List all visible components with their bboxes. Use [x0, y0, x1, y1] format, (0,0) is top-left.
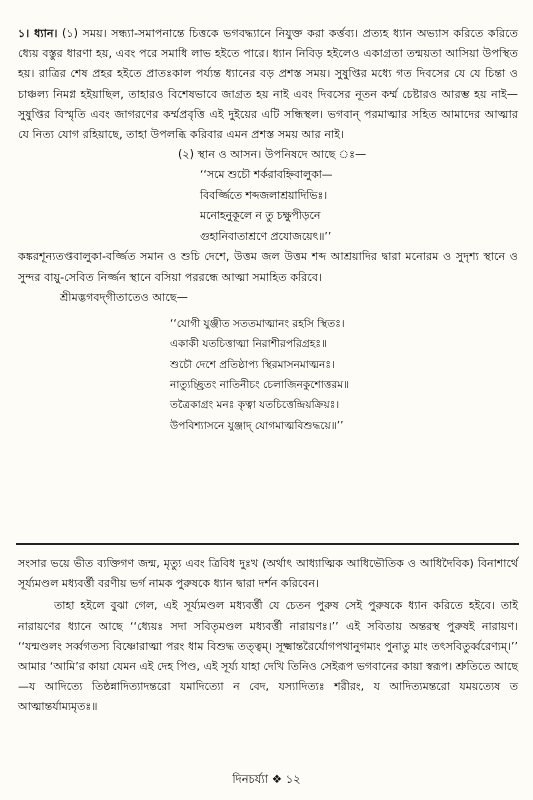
verse-line: গুহানিবাতাশ্রণে প্রযোজয়েৎ॥’’ [200, 229, 332, 243]
verse-line: উপবিশ্যাসনে যুঞ্জাদ্ যোগমাত্মবিশুদ্ধয়ে॥’’ [170, 419, 344, 432]
book-title: দিনচর্য্যা [232, 772, 269, 786]
place-and-seat-heading: (২) স্থান ও আসন। উপনিষদে আছে ঃ— [178, 148, 367, 162]
verse-line: তত্রৈকাগ্রং মনঃ কৃত্বা যতচিত্তেন্দ্রিয়ক্রিয়ঃ। [170, 399, 340, 412]
meditation-time-paragraph [18, 24, 518, 145]
upper-section [18, 24, 518, 436]
gita-intro: শ্রীমদ্ভগবদ্‌গীতাতেও আছে— [60, 290, 188, 304]
gita-verse [170, 314, 518, 436]
lower-section [18, 554, 518, 718]
verse-line: নাত্যুচ্ছ্রিতং নাতিনীচং চেলাজিনকুশোত্তরম॥ [170, 378, 350, 391]
page-number: ১২ [285, 772, 301, 786]
upanishad-verse [200, 165, 518, 247]
sun-meditation-paragraph: সংসার ভয়ে ভীত ব্যক্তিগণ জন্ম, মৃত্যু এবং ত্রিবিধ দুঃখ (অর্থাৎ আধ্যাত্মিক আধিভৌতিক ও আধিদৈবিক) বিনাশার্থে সূর্য্যমণ্ডল মধ্যবর্ত্তী বরণীয় ভর্গ নামক পুরুষকে ধ্যান দ্বারা দর্শন করিবেন। [18, 557, 518, 591]
verse-line: ‘‘সমে শুচৌ শর্করাবহ্নিবালুকা— [200, 168, 333, 182]
verse-line: শুচৌ দেশে প্রতিষ্ঠাপ্য স্থিরমাসনমাত্মনঃ। [170, 358, 335, 371]
narayana-paragraph: তাহা হইলে বুঝা গেল, এই সূর্য্যমণ্ডল মধ্যবর্ত্তী যে চেতন পুরুষ সেই পুরুষকে ধ্যান করিতে হইবে। তাই নারায়ণের ধ্যানে আছে ‘‘ধ্যেয়ঃ সদা সবিতৃমণ্ডল মধ্যবর্ত্তী নারায়ণঃ।’’ এই সবিতায় অন্তরস্থ পুরুষই নারায়ণ। ‘‘যন্মণ্ডলং সর্ব্বগতস্য বিষ্ণোরাত্মা পরং ধাম বিশুদ্ধ তত্ত্বম্। সূক্ষ্মান্তরৈর্যোগপথানুগম্যং পুনাতু মাং তৎসবিতুর্ব্বরেণ্যম্।’’ আমার ‘আমি’র কায়া যেমন এই দেহ পিণ্ড, এই সূর্য্য যাহা দেখি তিনিও সেইরূপ ভগবানের কায়া স্বরূপ। শ্রুতিতে আছে—য আদিত্যে তিষ্ঠন্নাদিত্যাদন্তরো যমাদিত্যো ন বেদ, যস্যাদিত্যঃ শরীরং, য আদিত্যমন্তরো যময়ত্যেষ ত আত্মান্তর্যাম্যমৃতঃ॥ [18, 599, 518, 714]
ornament-icon: ❖ [271, 772, 283, 786]
verse-line: মনোহনুকূলে ন তু চক্ষুপীড়নে [200, 209, 321, 223]
verse-line: বিবর্জ্জিতে শব্দজলাশ্রয়াদিভিঃ। [200, 188, 328, 202]
meditation-time-text: (১) সময়। সন্ধ্যা-সমাপনান্তে চিত্তকে ভগবদ্ধ্যানে নিযুক্ত করা কর্ত্তব্য। প্রত্যহ ধ্যান অভ্যাস করিতে করিতে ধ্যেয় বস্তুর ধারণা হয়, এবং পরে সমাধি লাভ হইতে পারে। ধ্যান নিবিড় হইলেও একাগ্রতা তন্ময়তা আসিয়া উপস্থিত হয়। রাত্রির শেষ প্রহর হইতে প্রাতঃকাল পর্য্যন্ত ধ্যানের বড় প্রশস্ত সময়। সুষুপ্তির মধ্যে গত দিবসের যে যে চিন্তা ও চাঞ্চল্য নিমগ্ন হইয়াছিল, তাহারও বিশেষভাবে জাগ্রত হয় নাই এবং দিবসের নূতন কর্ম্ম চেষ্টারও আরম্ভ হয় নাই—সুষুপ্তির বিস্মৃতি এবং জাগরণের কর্ম্মপ্রবৃত্তি এই দুইয়ের এটি সন্ধিস্থল। ভগবান্‌ পরমাত্মার সহিত আমাদের আত্মার যে নিত্য যোগ রহিয়াছে, তাহা উপলব্ধি করিবার এমন প্রশস্ত সময় আর নাই। [18, 27, 518, 142]
verse-line: একাকী যতচিত্তাত্মা নিরাশীরপরিগ্রহঃ॥ [170, 338, 328, 351]
page-footer [0, 771, 533, 790]
section-heading: ১। ধ্যান। [18, 27, 58, 40]
place-description-paragraph: কঙ্করশূন্যতপ্তবালুকা-বর্জ্জিত সমান ও শুচি দেশে, উত্তম জল উত্তম শব্দ আশ্রয়াদির দ্বারা মনোরম ও সুদৃশ্য স্থানে ও সুন্দর বায়ু-সেবিত নির্জ্জন স্থানে বসিয়া পররন্ধে আত্মা সমাহিত করিবে। [18, 250, 518, 284]
section-divider [16, 543, 519, 545]
verse-line: ‘‘যোগী যুঞ্জীত সততমাত্মানং রহসি স্থিতঃ। [170, 318, 345, 331]
